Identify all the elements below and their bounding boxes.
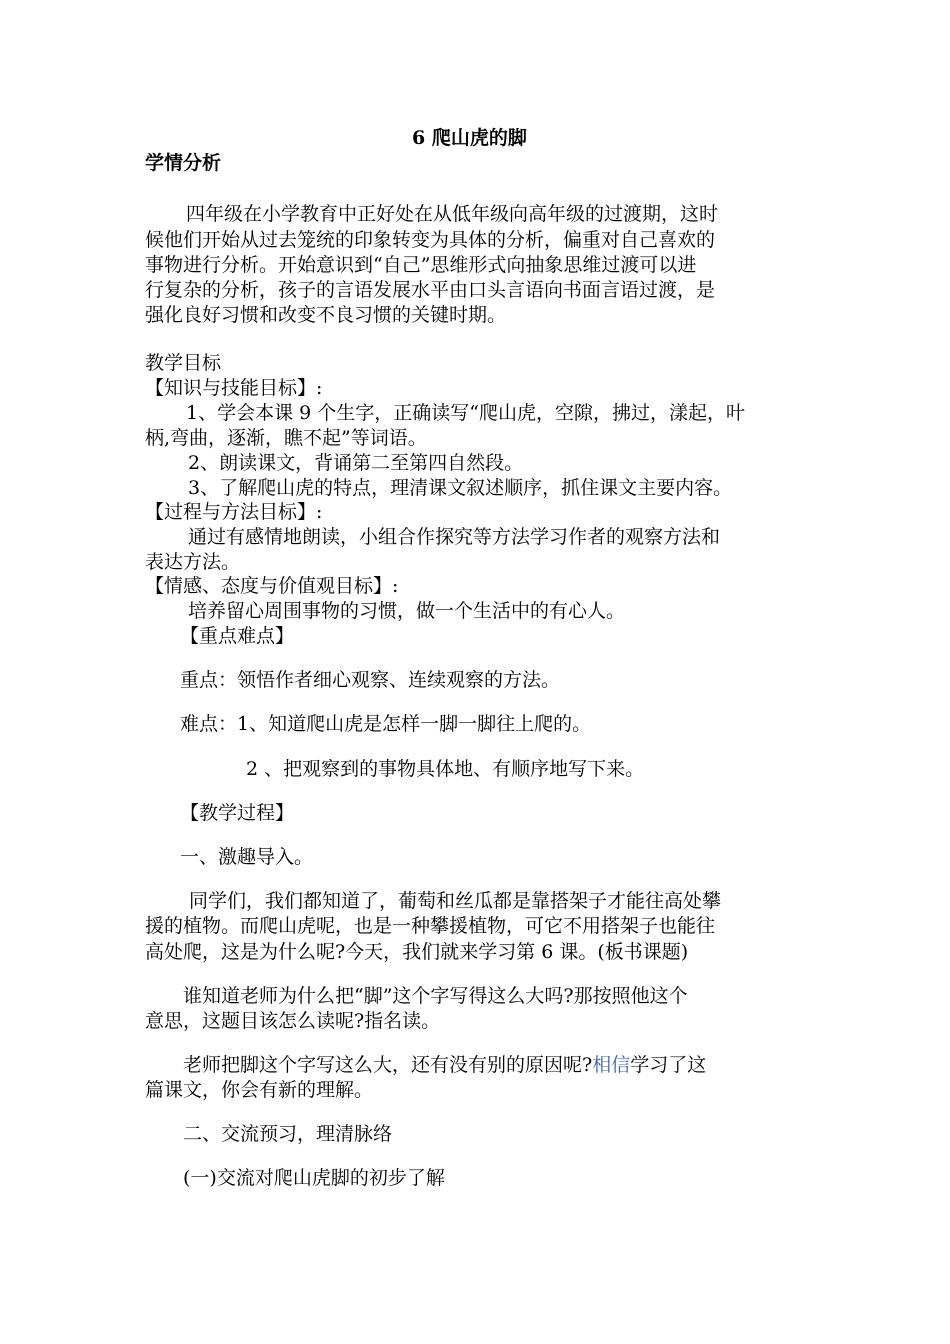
knowledge-item-2: 2、朗读课文，背诵第二至第四自然段。 xyxy=(188,452,524,474)
document-title: 6 爬山虎的脚 xyxy=(412,127,527,149)
step1-line-2: 援的植物。而爬山虎呢，也是一种攀援植物，可它不用搭架子也能往 xyxy=(145,915,716,937)
question-line-1: 谁知道老师为什么把“脚”这个字写得这么大吗?那按照他这个 xyxy=(183,985,688,1007)
analysis-line-4: 行复杂的分析，孩子的言语发展水平由口头言语向书面言语过渡，是 xyxy=(145,279,716,301)
analysis-line-1: 四年级在小学教育中正好处在从低年级向高年级的过渡期，这时 xyxy=(186,203,719,225)
key-point: 重点：领悟作者细心观察、连续观察的方法。 xyxy=(180,669,561,691)
question-line-2: 意思，这题目该怎么读呢?指名读。 xyxy=(145,1010,441,1032)
section-heading-analysis: 学情分析 xyxy=(145,152,222,174)
analysis-line-2: 候他们开始从过去笼统的印象转变为具体的分析，偏重对自己喜欢的 xyxy=(145,229,716,251)
difficulty-1: 难点：1、知道爬山虎是怎样一脚一脚往上爬的。 xyxy=(180,713,592,735)
analysis-line-3: 事物进行分析。开始意识到“自己”思维形式向抽象思维过渡可以进 xyxy=(145,254,697,276)
teacher-line-1-tail: 学习了这 xyxy=(630,1054,707,1076)
teaching-process-heading: 【教学过程】 xyxy=(180,802,295,824)
objectives-heading: 教学目标 xyxy=(145,352,222,374)
teacher-line-1-text: 老师把脚这个字写这么大，还有没有别的原因呢? xyxy=(183,1054,593,1076)
teacher-line-2: 篇课文，你会有新的理解。 xyxy=(145,1079,374,1101)
knowledge-heading: 【知识与技能目标】: xyxy=(145,377,323,399)
step1-line-1: 同学们，我们都知道了，葡萄和丝瓜都是靠搭架子才能往高处攀 xyxy=(189,890,722,912)
knowledge-item-1: 1、学会本课 9 个生字，正确读写“爬山虎，空隙，拂过，漾起，叶 xyxy=(186,402,745,424)
knowledge-item-1-cont: 柄,弯曲，逐渐，瞧不起”等词语。 xyxy=(145,427,427,449)
step2-subheading: (一)交流对爬山虎脚的初步了解 xyxy=(183,1167,445,1189)
emotion-line: 培养留心周围事物的习惯，做一个生活中的有心人。 xyxy=(188,600,626,622)
step1-heading: 一、激趣导入。 xyxy=(180,846,314,868)
process-heading: 【过程与方法目标】: xyxy=(145,501,323,523)
key-heading: 【重点难点】 xyxy=(180,625,295,647)
analysis-line-5: 强化良好习惯和改变不良习惯的关键时期。 xyxy=(145,304,507,326)
process-line-2: 表达方法。 xyxy=(145,551,241,573)
knowledge-item-3: 3、了解爬山虎的特点，理清课文叙述顺序，抓住课文主要内容。 xyxy=(188,477,733,499)
inline-link[interactable]: 相信 xyxy=(592,1054,631,1076)
emotion-heading: 【情感、态度与价值观目标】: xyxy=(145,575,399,597)
step2-heading: 二、交流预习，理清脉络 xyxy=(183,1123,393,1145)
process-line-1: 通过有感情地朗读，小组合作探究等方法学习作者的观察方法和 xyxy=(188,526,721,548)
teacher-line-1 xyxy=(183,1052,706,1078)
step1-line-3: 高处爬，这是为什么呢?今天，我们就来学习第 6 课。(板书课题) xyxy=(145,941,689,963)
difficulty-2: 2 、把观察到的事物具体地、有顺序地写下来。 xyxy=(246,758,645,780)
